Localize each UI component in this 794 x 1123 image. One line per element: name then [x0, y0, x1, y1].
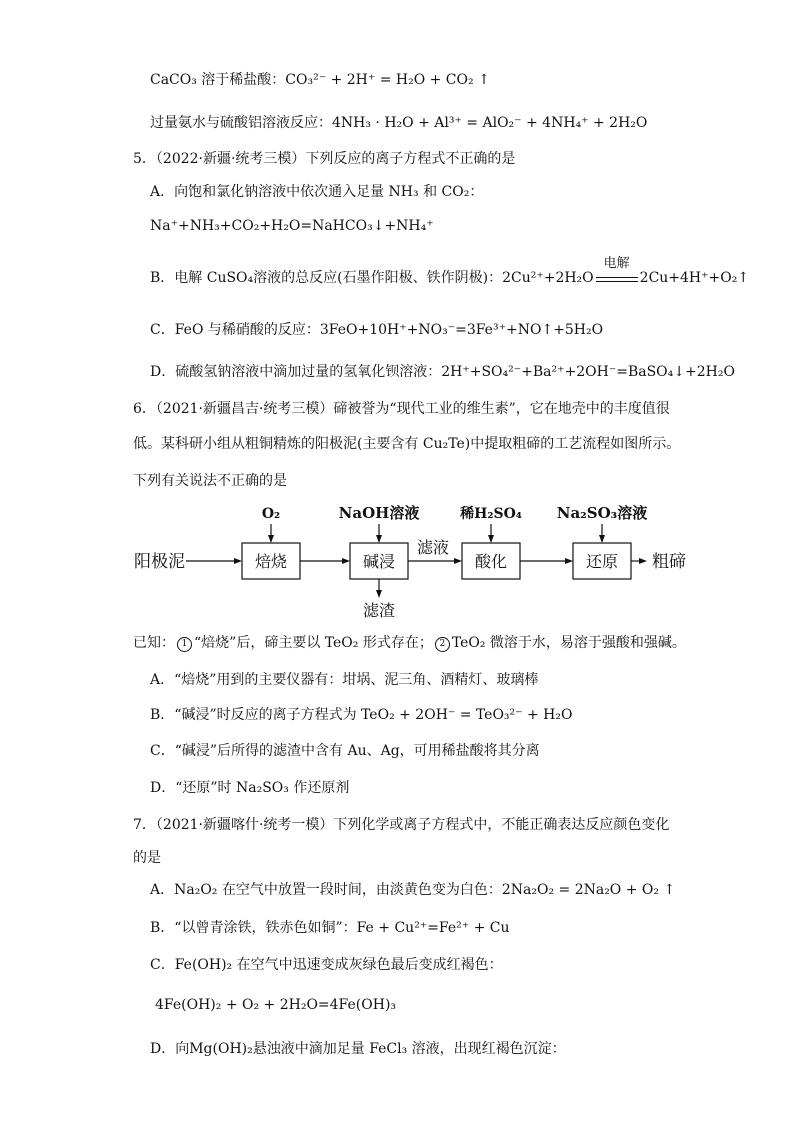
electrolysis-arrow: [596, 256, 638, 282]
q6-known-1: “焙烧”后，碲主要以 TeO₂ 形式存在；: [194, 635, 433, 651]
q5-stem: 5．（2022·新疆·统考三模）下列反应的离子方程式不正确的是: [133, 151, 516, 167]
q5-option-d: D．硫酸氢钠溶液中滴加过量的氢氧化钡溶液：2H⁺+SO₄²⁻+Ba²⁺+2OH⁻=BaSO₄↓+2H₂O: [150, 364, 735, 380]
q4-option-c: [150, 70, 490, 90]
q6-known-2: TeO₂ 微溶于水，易溶于强酸和强碱。: [451, 635, 686, 651]
q6-known-prefix: 已知：: [133, 635, 175, 651]
circled-number-1: 1: [177, 637, 192, 652]
q6-stem-line3: 下列有关说法不正确的是: [133, 473, 287, 489]
q5-option-b-text: B．电解 CuSO₄溶液的总反应(石墨作阳极、铁作阴极)：2Cu²⁺+2H₂O: [150, 270, 594, 286]
q4-option-c-text: CaCO₃ 溶于稀盐酸：CO₃²⁻ + 2H⁺ = H₂O + CO₂ ↑: [150, 72, 490, 88]
q5-option-b: [150, 256, 750, 288]
q7-option-a: A．Na₂O₂ 在空气中放置一段时间，由淡黄色变为白色：2Na₂O₂ = 2Na₂O + O₂ ↑: [150, 882, 676, 898]
q5-option-a: A．向饱和氯化钠溶液中依次通入足量 NH₃ 和 CO₂：: [150, 184, 484, 200]
q7-option-c-equation: 4Fe(OH)₂ + O₂ + 2H₂O=4Fe(OH)₃: [155, 997, 397, 1013]
q6-option-c: C．“碱浸”后所得的滤渣中含有 Au、Ag，可用稀盐酸将其分离: [150, 743, 540, 759]
box-alkali-leach-label: 碱浸: [362, 552, 396, 571]
process-flow-diagram: [130, 498, 700, 623]
q7-option-d: D．向Mg(OH)₂悬浊液中滴加足量 FeCl₃ 溶液，出现红褐色沉淀：: [150, 1041, 566, 1057]
input-naoh-label: NaOH溶液: [338, 504, 420, 522]
q4-option-d: [150, 113, 647, 133]
flow-end-label: 粗碲: [652, 552, 686, 572]
q6-known: [133, 633, 686, 653]
input-o2-label: O₂: [261, 506, 281, 522]
circled-number-2: 2: [435, 637, 450, 652]
q6-option-b: B．“碱浸”时反应的离子方程式为 TeO₂ + 2OH⁻ = TeO₃²⁻ + H₂O: [150, 707, 573, 723]
q4-option-d-text: 过量氨水与硫酸铝溶液反应：4NH₃ · H₂O + Al³⁺ = AlO₂⁻ + 4NH₄⁺ + 2H₂O: [150, 115, 648, 131]
electrolysis-condition: 电解: [603, 256, 630, 271]
q6-stem-line1: 6．（2021·新疆昌吉·统考三模）碲被誉为“现代工业的维生素”，它在地壳中的丰度值很: [133, 401, 670, 417]
q6-stem-line2: 低。某科研小组从粗铜精炼的阳极泥(主要含有 Cu₂Te)中提取粗碲的工艺流程如图所示。: [133, 436, 681, 452]
q7-stem-line2: 的是: [133, 850, 161, 866]
q7-option-c: C．Fe(OH)₂ 在空气中迅速变成灰绿色最后变成红褐色：: [150, 957, 503, 973]
input-na2so3-label: Na₂SO₃溶液: [556, 504, 648, 522]
q6-option-d: D．“还原”时 Na₂SO₃ 作还原剂: [150, 780, 350, 796]
box-acidify-label: 酸化: [474, 552, 508, 571]
box-roasting-label: 焙烧: [254, 552, 288, 571]
filtrate-label: 滤液: [416, 538, 450, 557]
q5-option-b-tail: 2Cu+4H⁺+O₂↑: [639, 270, 750, 286]
q7-option-b: B．“以曾青涂铁，铁赤色如铜”：Fe + Cu²⁺=Fe²⁺ + Cu: [150, 920, 510, 936]
input-h2so4-label: 稀H₂SO₄: [460, 506, 522, 522]
q6-option-a: A．“焙烧”用到的主要仪器有：坩埚、泥三角、酒精灯、玻璃棒: [150, 672, 539, 688]
flow-start-label: 阳极泥: [134, 552, 185, 572]
q7-stem-line1: 7．（2021·新疆喀什·统考一模）下列化学或离子方程式中，不能正确表达反应颜色变化: [133, 817, 670, 833]
q5-option-a-equation: Na⁺+NH₃+CO₂+H₂O=NaHCO₃↓+NH₄⁺: [150, 218, 434, 234]
q5-option-c: C．FeO 与稀硝酸的反应：3FeO+10H⁺+NO₃⁻=3Fe³⁺+NO↑+5H₂O: [150, 322, 604, 338]
output-residue-label: 滤渣: [362, 601, 396, 620]
box-reduce-label: 还原: [585, 552, 619, 571]
